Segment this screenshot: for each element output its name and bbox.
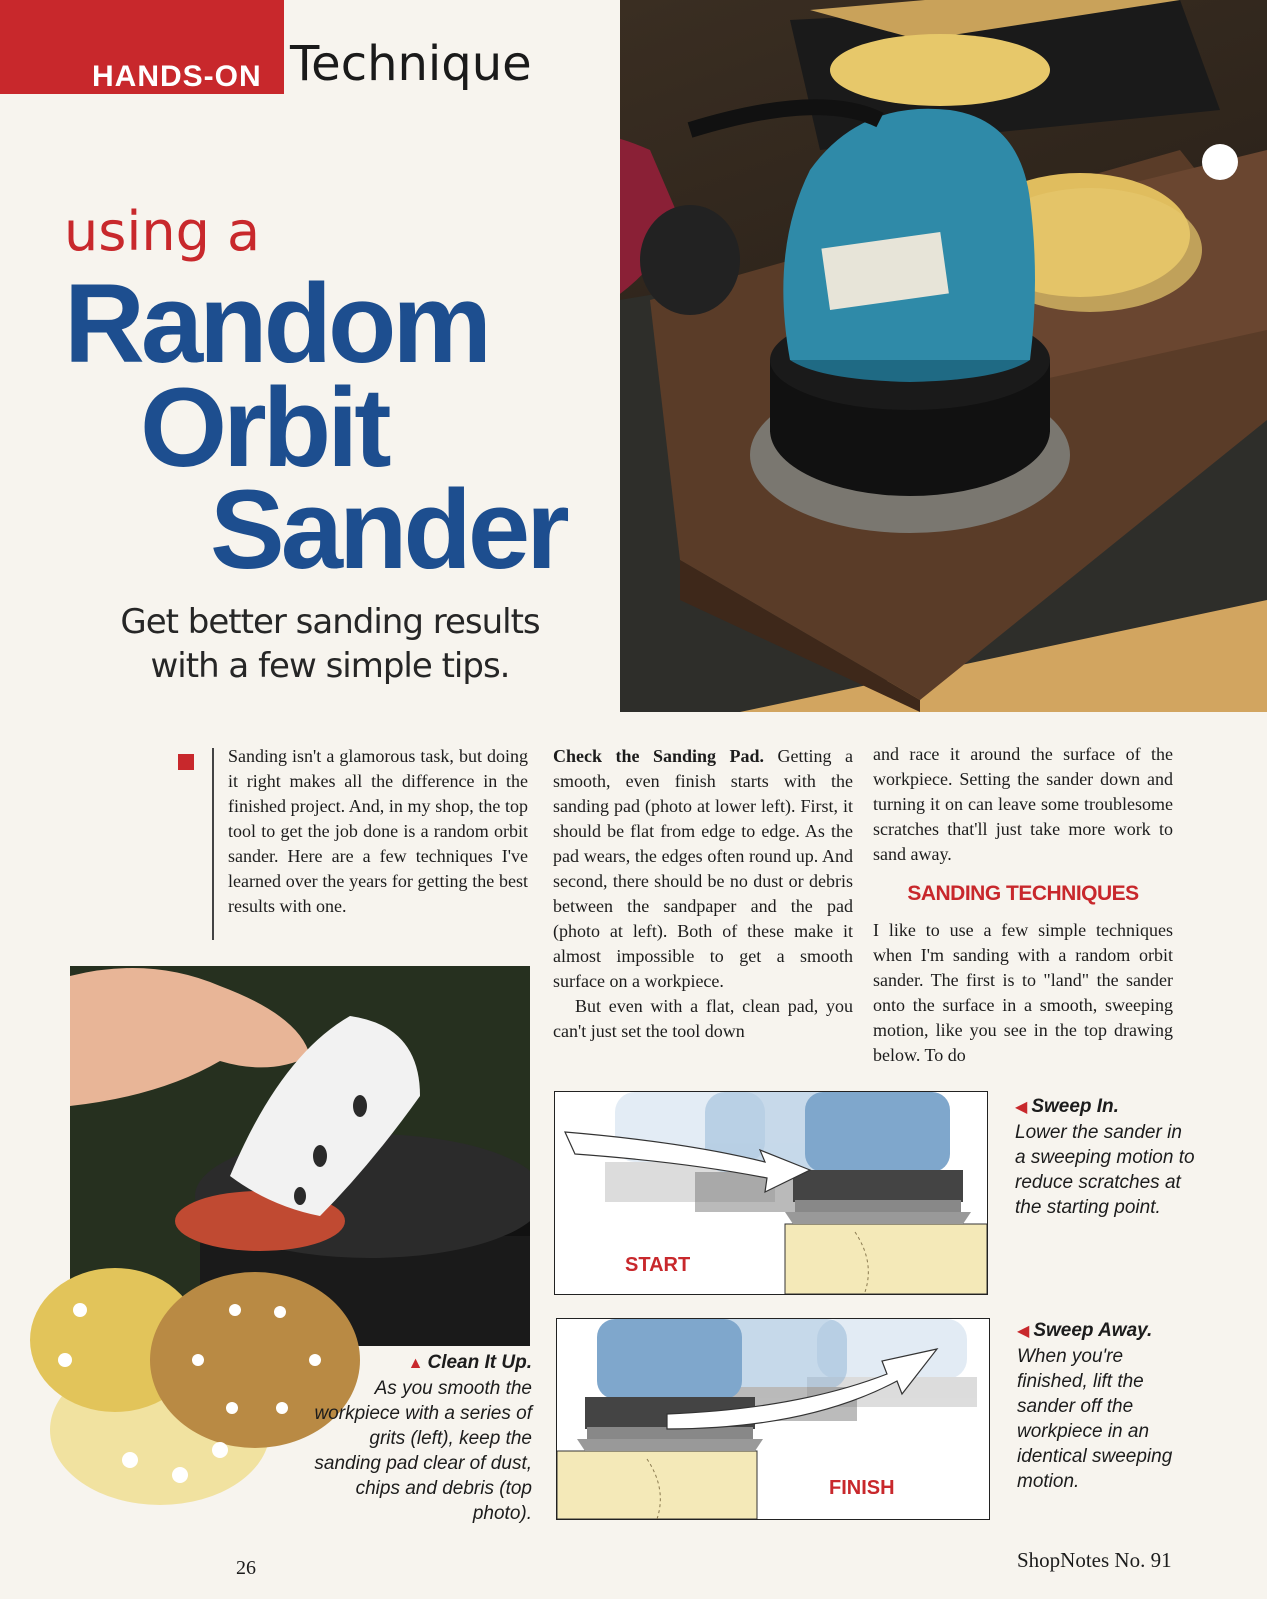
caption-clean-it-up bbox=[300, 1350, 532, 1526]
caption-sweep-away-body: When you're finished, lift the sander off the workpiece in an identical sweeping motion. bbox=[1017, 1346, 1173, 1492]
headline-lead: using a bbox=[64, 200, 261, 263]
diagram-finish-label: FINISH bbox=[829, 1477, 895, 1499]
hero-photo-illustration bbox=[620, 0, 1267, 712]
intro-marker-square bbox=[178, 754, 194, 770]
dek-line-2: with a few simple tips. bbox=[150, 646, 510, 686]
caption-sweep-away-title: Sweep Away. bbox=[1033, 1320, 1153, 1341]
diagram-sweep-away bbox=[556, 1318, 990, 1520]
section-subhead: SANDING TECHNIQUES bbox=[907, 882, 1139, 905]
sweep-in-illustration bbox=[555, 1092, 987, 1294]
triangle-left-icon: ◀ bbox=[1017, 1323, 1030, 1340]
diagram-start-label: START bbox=[625, 1254, 691, 1276]
col3-paragraph-1: and race it around the surface of the workpiece. Setting the sander down and turning it on can leave some troublesome scratches that'll just take more work to sand away. bbox=[873, 744, 1173, 864]
hero-photo bbox=[620, 0, 1267, 712]
caption-sweep-in-body: Lower the sander in a sweeping motion to reduce scratches at the starting point. bbox=[1015, 1122, 1195, 1218]
headline-line-2: Orbit bbox=[140, 365, 388, 490]
caption-sweep-away bbox=[1017, 1318, 1197, 1494]
col2-paragraph-1-text: Getting a smooth, even finish starts with the sanding pad (photo at lower left). First, it should be flat from edge to edge. As the pad wears, the edges often round up. And second, there should be no dust or debris between the sandpaper and the pad (photo at left). Both of these make it almost impossible to get a smooth surface on a workpiece. bbox=[553, 746, 853, 991]
run-in-head: Check the Sanding Pad. bbox=[553, 746, 765, 766]
body-column-2 bbox=[553, 744, 853, 1044]
headline-line-1: Random bbox=[64, 261, 488, 386]
col2-paragraph-1 bbox=[553, 744, 853, 994]
dek bbox=[60, 600, 600, 688]
caption-sweep-in-title: Sweep In. bbox=[1031, 1096, 1119, 1117]
col3-paragraph-2: I like to use a few simple techniques when I'm sanding with a random orbit sander. The first is to "land" the sander onto the surface in a smooth, sweeping motion, like you see in the top drawing below. To do bbox=[873, 920, 1173, 1065]
header-kicker: HANDS-ON bbox=[92, 60, 262, 93]
dek-line-1: Get better sanding results bbox=[120, 602, 540, 642]
diagram-sweep-in bbox=[554, 1091, 988, 1295]
triangle-up-icon: ▲ bbox=[407, 1355, 424, 1372]
caption-clean-title: Clean It Up. bbox=[427, 1352, 532, 1373]
triangle-left-icon: ◀ bbox=[1015, 1099, 1028, 1116]
col2-paragraph-2: But even with a flat, clean pad, you can't just set the tool down bbox=[553, 996, 853, 1041]
caption-sweep-in bbox=[1015, 1094, 1195, 1220]
intro-paragraph: Sanding isn't a glamorous task, but doing it right makes all the difference in the finished project. And, in my shop, the top tool to get the job done is a random orbit sander. Here are a few techniques I've learned over the years for getting the best results with one. bbox=[228, 746, 528, 916]
publication-folio: ShopNotes No. 91 bbox=[1017, 1548, 1172, 1572]
page-number: 26 bbox=[236, 1557, 256, 1579]
caption-clean-body: As you smooth the workpiece with a series of grits (left), keep the sanding pad clear of dust, chips and debris (top photo). bbox=[314, 1378, 532, 1524]
headline-line-3: Sander bbox=[210, 467, 566, 592]
intro-rule bbox=[212, 748, 214, 940]
sweep-away-illustration bbox=[557, 1319, 989, 1519]
header-title: Technique bbox=[290, 36, 532, 92]
intro-column bbox=[228, 744, 528, 919]
body-column-3 bbox=[873, 742, 1173, 1068]
